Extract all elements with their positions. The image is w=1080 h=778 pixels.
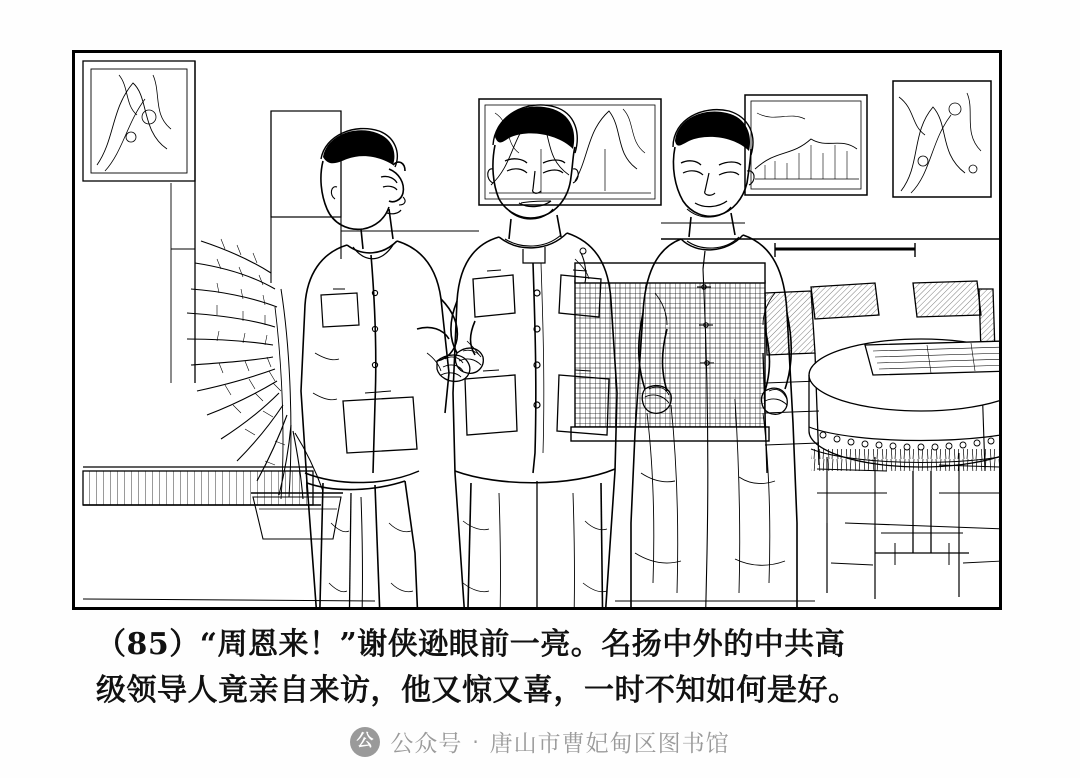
caption-line-1: （85）“周恩来！”谢侠逊眼前一亮。名扬中外的中共高 — [96, 627, 846, 662]
panel-border — [72, 50, 1002, 610]
floor-baseboard — [83, 467, 321, 505]
caption-text — [96, 622, 986, 713]
illustration-panel — [72, 50, 1002, 610]
footer-separator: · — [472, 729, 480, 754]
footer-label: 公众号 — [390, 731, 463, 757]
footer-watermark — [0, 725, 1080, 758]
wechat-official-account-icon: 公 — [350, 727, 380, 757]
caption-line-2: 级领导人竟亲自来访，他又惊又喜，一时不知如何是好。 — [96, 672, 859, 708]
footer-account-name: 唐山市曹妃甸区图书馆 — [489, 731, 730, 757]
line-art-illustration — [75, 53, 999, 607]
